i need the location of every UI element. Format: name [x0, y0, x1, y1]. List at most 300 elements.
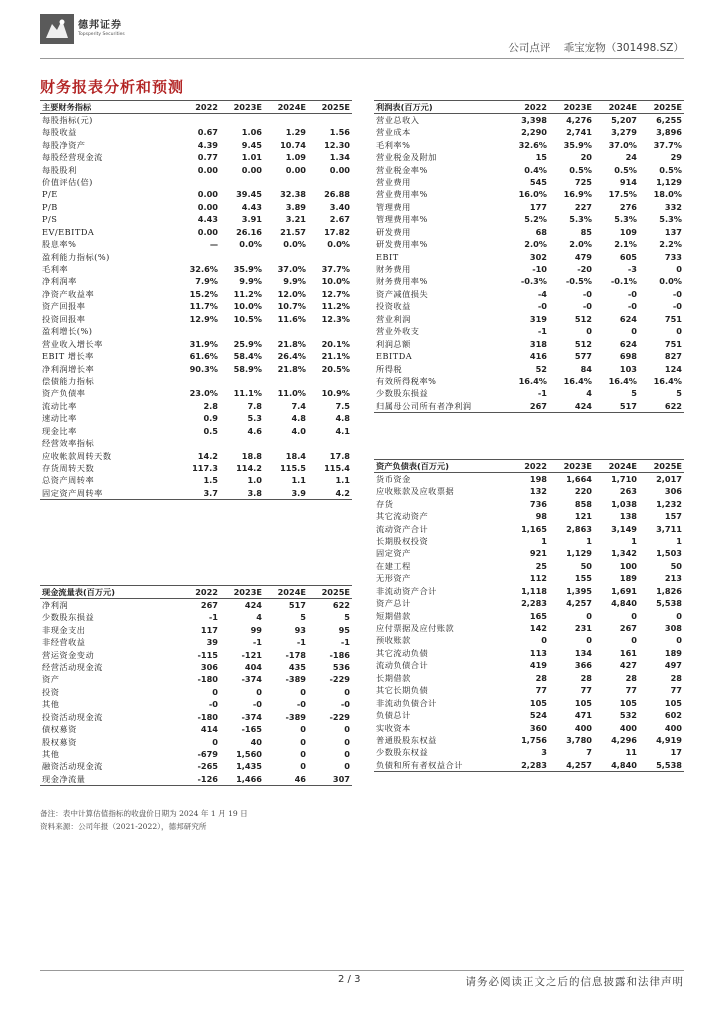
value-cell: 1,435 — [236, 761, 262, 772]
row-label: 应收账款及应收票据 — [376, 486, 455, 497]
value-cell: 4,257 — [566, 598, 592, 609]
value-cell: 25.9% — [233, 338, 262, 349]
value-cell: 1 — [541, 535, 547, 546]
value-cell: -165 — [241, 724, 262, 735]
year-header-cell: 2022 — [176, 101, 220, 114]
table-row — [374, 535, 684, 547]
table-row — [40, 474, 352, 486]
value-cell: 0.00 — [197, 226, 218, 237]
value-cell: 3.89 — [285, 201, 306, 212]
value-cell: 471 — [574, 710, 592, 721]
table-row — [374, 696, 684, 708]
row-label: 流动资产合计 — [376, 523, 429, 534]
value-cell: 16.4% — [518, 375, 547, 386]
value-cell: 6,255 — [656, 115, 682, 125]
value-cell: 3.8 — [220, 487, 264, 500]
value-cell: 12.0% — [277, 288, 306, 299]
value-cell — [308, 437, 352, 449]
table-row — [40, 748, 352, 760]
table-row — [40, 337, 352, 349]
table-row — [40, 673, 352, 685]
value-cell: 827 — [664, 351, 682, 362]
table-row — [374, 163, 684, 175]
value-cell: -1 — [252, 637, 262, 648]
value-cell: 4,276 — [566, 115, 592, 125]
row-label: 每股收益 — [42, 127, 77, 138]
row-label: 长期股权投资 — [376, 535, 429, 546]
value-cell: 77 — [670, 685, 682, 696]
value-cell: 31.9% — [189, 338, 218, 349]
value-cell: 2,017 — [656, 474, 682, 484]
table-row — [40, 387, 352, 399]
value-cell: 0.00 — [197, 164, 218, 175]
row-label: 非经营收益 — [42, 637, 86, 648]
footer-divider — [40, 970, 684, 971]
value-cell: 0.5% — [614, 164, 637, 175]
table-row — [40, 226, 352, 238]
value-cell: 165 — [529, 610, 547, 621]
value-cell: 5 — [676, 388, 682, 399]
value-cell — [220, 375, 264, 387]
value-cell: 77 — [535, 685, 547, 696]
value-cell: 3.9 — [264, 487, 308, 500]
value-cell: 276 — [619, 201, 637, 212]
value-cell: 0 — [586, 610, 592, 621]
value-cell: 17.8 — [329, 450, 350, 461]
row-label: 研发费用 — [376, 226, 411, 237]
value-cell: 2.67 — [329, 214, 350, 225]
value-cell: 1 — [586, 535, 592, 546]
table-row — [40, 623, 352, 635]
value-cell: 3,279 — [611, 127, 637, 138]
value-cell — [220, 114, 264, 127]
valuation-note: 备注：表中计算估值指标的收盘价日期为 2024 年 1 月 19 日 — [40, 809, 248, 818]
value-cell: -679 — [197, 749, 218, 760]
value-cell: 1.34 — [329, 152, 350, 163]
table-row — [40, 138, 352, 150]
value-cell: 497 — [664, 660, 682, 671]
value-cell: -0 — [582, 301, 592, 312]
row-label: 货币资金 — [376, 474, 411, 484]
table-row — [374, 213, 684, 225]
value-cell: 3 — [541, 747, 547, 758]
value-cell: 1.1 — [335, 475, 350, 486]
value-cell: 7.8 — [247, 400, 262, 411]
value-cell: 112 — [529, 573, 547, 584]
value-cell: 10.9% — [321, 388, 350, 399]
row-label: 财务费用率% — [376, 276, 428, 287]
table-row — [40, 362, 352, 374]
value-cell: 0 — [586, 326, 592, 337]
table-row — [40, 449, 352, 461]
row-label: 其他 — [42, 749, 60, 760]
value-cell — [308, 375, 352, 387]
value-cell: 32.6% — [518, 139, 547, 150]
table-row — [374, 176, 684, 188]
value-cell: -180 — [197, 711, 218, 722]
value-cell: 10.0% — [233, 301, 262, 312]
table-row — [374, 647, 684, 659]
value-cell: 0.00 — [241, 164, 262, 175]
table-row — [374, 138, 684, 150]
value-cell: 26.16 — [236, 226, 262, 237]
value-cell: 624 — [619, 338, 637, 349]
table-row — [40, 375, 352, 387]
value-cell: 52 — [535, 363, 547, 374]
value-cell: -0.1% — [610, 276, 637, 287]
value-cell — [264, 437, 308, 449]
value-cell: 124 — [664, 363, 682, 374]
value-cell: 11.7% — [189, 301, 218, 312]
value-cell: -1 — [537, 388, 547, 399]
value-cell: 736 — [529, 498, 547, 509]
row-label: 其他 — [42, 699, 60, 710]
row-label: 资产回报率 — [42, 301, 86, 312]
value-cell: 622 — [639, 400, 684, 413]
value-cell: 157 — [664, 511, 682, 522]
table-row — [40, 773, 352, 786]
table-row — [40, 698, 352, 710]
value-cell — [176, 176, 220, 188]
value-cell — [308, 176, 352, 188]
row-label: 存货 — [376, 498, 394, 509]
value-cell — [220, 437, 264, 449]
value-cell: 698 — [619, 351, 637, 362]
value-cell: 5.3% — [614, 214, 637, 225]
year-header-cell: 2024E — [594, 460, 639, 473]
row-label: 营业税金及附加 — [376, 152, 437, 163]
value-cell: 4.2 — [308, 487, 352, 500]
value-cell: 2,741 — [566, 127, 592, 138]
value-cell: 28 — [580, 672, 592, 683]
value-cell: 18.4 — [285, 450, 306, 461]
value-cell — [176, 250, 220, 262]
value-cell: 77 — [580, 685, 592, 696]
table-row — [374, 201, 684, 213]
value-cell: 138 — [619, 511, 637, 522]
table-row — [374, 226, 684, 238]
row-label: 少数股东损益 — [376, 388, 429, 399]
row-label: 所得税 — [376, 363, 403, 374]
table-row — [40, 163, 352, 175]
value-cell: 93 — [294, 624, 306, 635]
table-row — [40, 275, 352, 287]
value-cell: 0.77 — [197, 152, 218, 163]
table-row — [40, 487, 352, 500]
value-cell — [264, 325, 308, 337]
value-cell: -0 — [627, 301, 637, 312]
value-cell — [308, 250, 352, 262]
value-cell: -229 — [329, 674, 350, 685]
value-cell: 24 — [625, 152, 637, 163]
value-cell: 1.06 — [241, 127, 262, 138]
row-label: 毛利率 — [42, 264, 69, 275]
report-type: 公司点评 — [508, 42, 551, 54]
table-row — [40, 350, 352, 362]
value-cell — [264, 375, 308, 387]
value-cell: 4 — [256, 612, 262, 623]
table-row — [374, 659, 684, 671]
table-header-row — [40, 586, 352, 599]
value-cell: 1.09 — [285, 152, 306, 163]
table-row — [374, 473, 684, 486]
value-cell: 4.8 — [291, 413, 306, 424]
value-cell — [220, 325, 264, 337]
table-row — [374, 275, 684, 287]
value-cell: 220 — [574, 486, 592, 497]
value-cell: 0.00 — [197, 189, 218, 200]
value-cell: 5.2% — [524, 214, 547, 225]
value-cell: 2,283 — [521, 598, 547, 609]
table-title-cell: 资产负债表(百万元) — [374, 460, 504, 473]
value-cell: 517 — [594, 400, 639, 413]
value-cell: 2,283 — [504, 759, 549, 772]
value-cell: 3.21 — [285, 214, 306, 225]
value-cell: 4,840 — [594, 759, 639, 772]
value-cell: 414 — [200, 724, 218, 735]
table-row — [40, 188, 352, 200]
value-cell — [176, 375, 220, 387]
value-cell: 68 — [535, 226, 547, 237]
value-cell — [308, 325, 352, 337]
row-label: 速动比率 — [42, 413, 77, 424]
value-cell: 121 — [574, 511, 592, 522]
table-row — [40, 313, 352, 325]
value-cell: -180 — [197, 674, 218, 685]
value-cell: 103 — [619, 363, 637, 374]
value-cell: 227 — [574, 201, 592, 212]
value-cell: 11.2% — [321, 301, 350, 312]
row-label: 其它流动负债 — [376, 647, 429, 658]
table-title-cell: 利润表(百万元) — [374, 101, 504, 114]
value-cell: 751 — [664, 313, 682, 324]
value-cell: 0 — [212, 686, 218, 697]
row-label: 应收帐款周转天数 — [42, 450, 112, 461]
table-row — [40, 325, 352, 337]
table-row — [374, 400, 684, 413]
value-cell: 161 — [619, 647, 637, 658]
table-row — [374, 746, 684, 758]
value-cell: 35.9% — [233, 264, 262, 275]
row-label: 投资回报率 — [42, 313, 86, 324]
year-header-cell: 2024E — [264, 586, 308, 599]
value-cell: 4.6 — [247, 425, 262, 436]
value-cell: 0 — [676, 635, 682, 646]
value-cell: 404 — [244, 661, 262, 672]
value-cell: 20.1% — [321, 338, 350, 349]
table-row — [40, 250, 352, 262]
value-cell: 0.0% — [659, 276, 682, 287]
value-cell: 20.5% — [321, 363, 350, 374]
year-header-cell: 2023E — [220, 586, 264, 599]
row-label: 应付票据及应付账款 — [376, 623, 455, 634]
table-row — [40, 151, 352, 163]
value-cell — [264, 250, 308, 262]
value-cell: 99 — [250, 624, 262, 635]
table-header-row — [374, 101, 684, 114]
value-cell: 532 — [619, 710, 637, 721]
value-cell: 577 — [574, 351, 592, 362]
value-cell: 17 — [670, 747, 682, 758]
row-label: 融资活动现金流 — [42, 761, 103, 772]
value-cell: 267 — [504, 400, 549, 413]
table-row — [374, 721, 684, 733]
value-cell: 155 — [574, 573, 592, 584]
value-cell: 0 — [300, 736, 306, 747]
value-cell: 0 — [344, 686, 350, 697]
value-cell — [176, 325, 220, 337]
value-cell: 26.4% — [277, 351, 306, 362]
value-cell: 0.0% — [239, 239, 262, 250]
value-cell: 0.5% — [569, 164, 592, 175]
value-cell: 0 — [344, 749, 350, 760]
value-cell: -374 — [241, 711, 262, 722]
value-cell: 524 — [529, 710, 547, 721]
value-cell: -229 — [329, 711, 350, 722]
table-row — [374, 300, 684, 312]
table-row — [374, 497, 684, 509]
value-cell: -178 — [285, 649, 306, 660]
value-cell: 536 — [332, 661, 350, 672]
table-row — [374, 672, 684, 684]
year-header-cell: 2025E — [308, 101, 352, 114]
value-cell: 10.7% — [277, 301, 306, 312]
row-label: 净利润 — [42, 600, 69, 610]
value-cell: 10.5% — [233, 313, 262, 324]
value-cell: 46 — [264, 773, 308, 786]
value-cell — [220, 250, 264, 262]
value-cell: 0 — [676, 264, 682, 275]
value-cell: 0.67 — [197, 127, 218, 138]
value-cell: 26.88 — [324, 189, 350, 200]
value-cell — [308, 114, 352, 127]
table-row — [40, 412, 352, 424]
table-row — [40, 723, 352, 735]
value-cell: 0 — [344, 761, 350, 772]
table-row — [374, 263, 684, 275]
row-label: 存货周转天数 — [42, 463, 95, 474]
value-cell: 1,710 — [611, 474, 637, 484]
value-cell: 28 — [535, 672, 547, 683]
value-cell: 0.0% — [283, 239, 306, 250]
value-cell: 105 — [619, 697, 637, 708]
row-label: 营业外收支 — [376, 326, 420, 337]
value-cell: 84 — [580, 363, 592, 374]
table-row — [40, 288, 352, 300]
table-row — [40, 686, 352, 698]
value-cell: 0 — [300, 724, 306, 735]
value-cell: 15.2% — [189, 288, 218, 299]
row-label: 偿债能力指标 — [42, 375, 95, 386]
report-info — [498, 40, 684, 55]
row-label: 负债和所有者权益合计 — [374, 759, 504, 772]
value-cell: 3,711 — [656, 523, 682, 534]
value-cell: 4.39 — [197, 139, 218, 150]
value-cell: 4 — [586, 388, 592, 399]
value-cell: 0.00 — [285, 164, 306, 175]
value-cell: 10.0% — [321, 276, 350, 287]
value-cell: 306 — [664, 486, 682, 497]
value-cell: 39.45 — [236, 189, 262, 200]
row-label: 实收资本 — [376, 722, 411, 733]
value-cell: 4,919 — [656, 734, 682, 745]
value-cell: 32.6% — [189, 264, 218, 275]
legal-disclaimer: 请务必阅读正文之后的信息披露和法律声明 — [465, 976, 684, 988]
value-cell: 751 — [664, 338, 682, 349]
value-cell: 50 — [670, 560, 682, 571]
value-cell: 517 — [288, 600, 306, 610]
row-label: 普通股股东权益 — [376, 734, 437, 745]
value-cell: -1 — [340, 637, 350, 648]
row-label: 价值评估(倍) — [42, 176, 93, 187]
value-cell: 263 — [619, 486, 637, 497]
value-cell: 5.3% — [659, 214, 682, 225]
table-row — [40, 648, 352, 660]
value-cell: 21.8% — [277, 363, 306, 374]
row-label: 其它长期负债 — [376, 685, 429, 696]
value-cell: -0 — [296, 699, 306, 710]
logo-english-name: Topsperity Securities — [78, 32, 125, 37]
value-cell: 1,503 — [656, 548, 682, 559]
value-cell: 0.00 — [329, 164, 350, 175]
row-label: 资产负债率 — [42, 388, 86, 399]
row-label: 现金净流量 — [40, 773, 176, 786]
value-cell: 4,257 — [549, 759, 594, 772]
table-row — [374, 151, 684, 163]
value-cell — [176, 437, 220, 449]
value-cell: 3.7 — [176, 487, 220, 500]
table-row — [40, 300, 352, 312]
value-cell: 2.1% — [614, 239, 637, 250]
table-row — [374, 485, 684, 497]
table-row — [40, 661, 352, 673]
income-statement-table — [374, 100, 684, 413]
row-label: 非现金支出 — [42, 624, 86, 635]
value-cell: -0.3% — [520, 276, 547, 287]
value-cell: 142 — [529, 623, 547, 634]
logo-chinese-name: 德邦证券 — [78, 20, 122, 31]
value-cell: -1 — [296, 637, 306, 648]
row-label: 资产 — [42, 674, 60, 685]
row-label: 非流动资产合计 — [376, 585, 437, 596]
table-row — [40, 114, 352, 127]
row-label: 研发费用率% — [376, 239, 428, 250]
value-cell: 319 — [529, 313, 547, 324]
value-cell: -1 — [208, 612, 218, 623]
value-cell: -374 — [241, 674, 262, 685]
year-header-cell: 2024E — [264, 101, 308, 114]
value-cell: 50 — [580, 560, 592, 571]
value-cell: 1,129 — [566, 548, 592, 559]
value-cell: 400 — [619, 722, 637, 733]
value-cell: 16.4% — [608, 375, 637, 386]
value-cell: 3,780 — [566, 734, 592, 745]
row-label: 总资产周转率 — [42, 475, 95, 486]
table-row — [374, 188, 684, 200]
value-cell: 0 — [344, 736, 350, 747]
value-cell: 11.6% — [277, 313, 306, 324]
value-cell: -126 — [176, 773, 220, 786]
cash-flow-table — [40, 585, 352, 786]
table-title-cell: 主要财务指标 — [40, 101, 176, 114]
value-cell: 2.0% — [569, 239, 592, 250]
value-cell: -115 — [197, 649, 218, 660]
value-cell: 137 — [664, 226, 682, 237]
value-cell: 2.8 — [203, 400, 218, 411]
year-header-cell: 2022 — [504, 101, 549, 114]
table-row — [40, 760, 352, 772]
value-cell: 0 — [676, 326, 682, 337]
